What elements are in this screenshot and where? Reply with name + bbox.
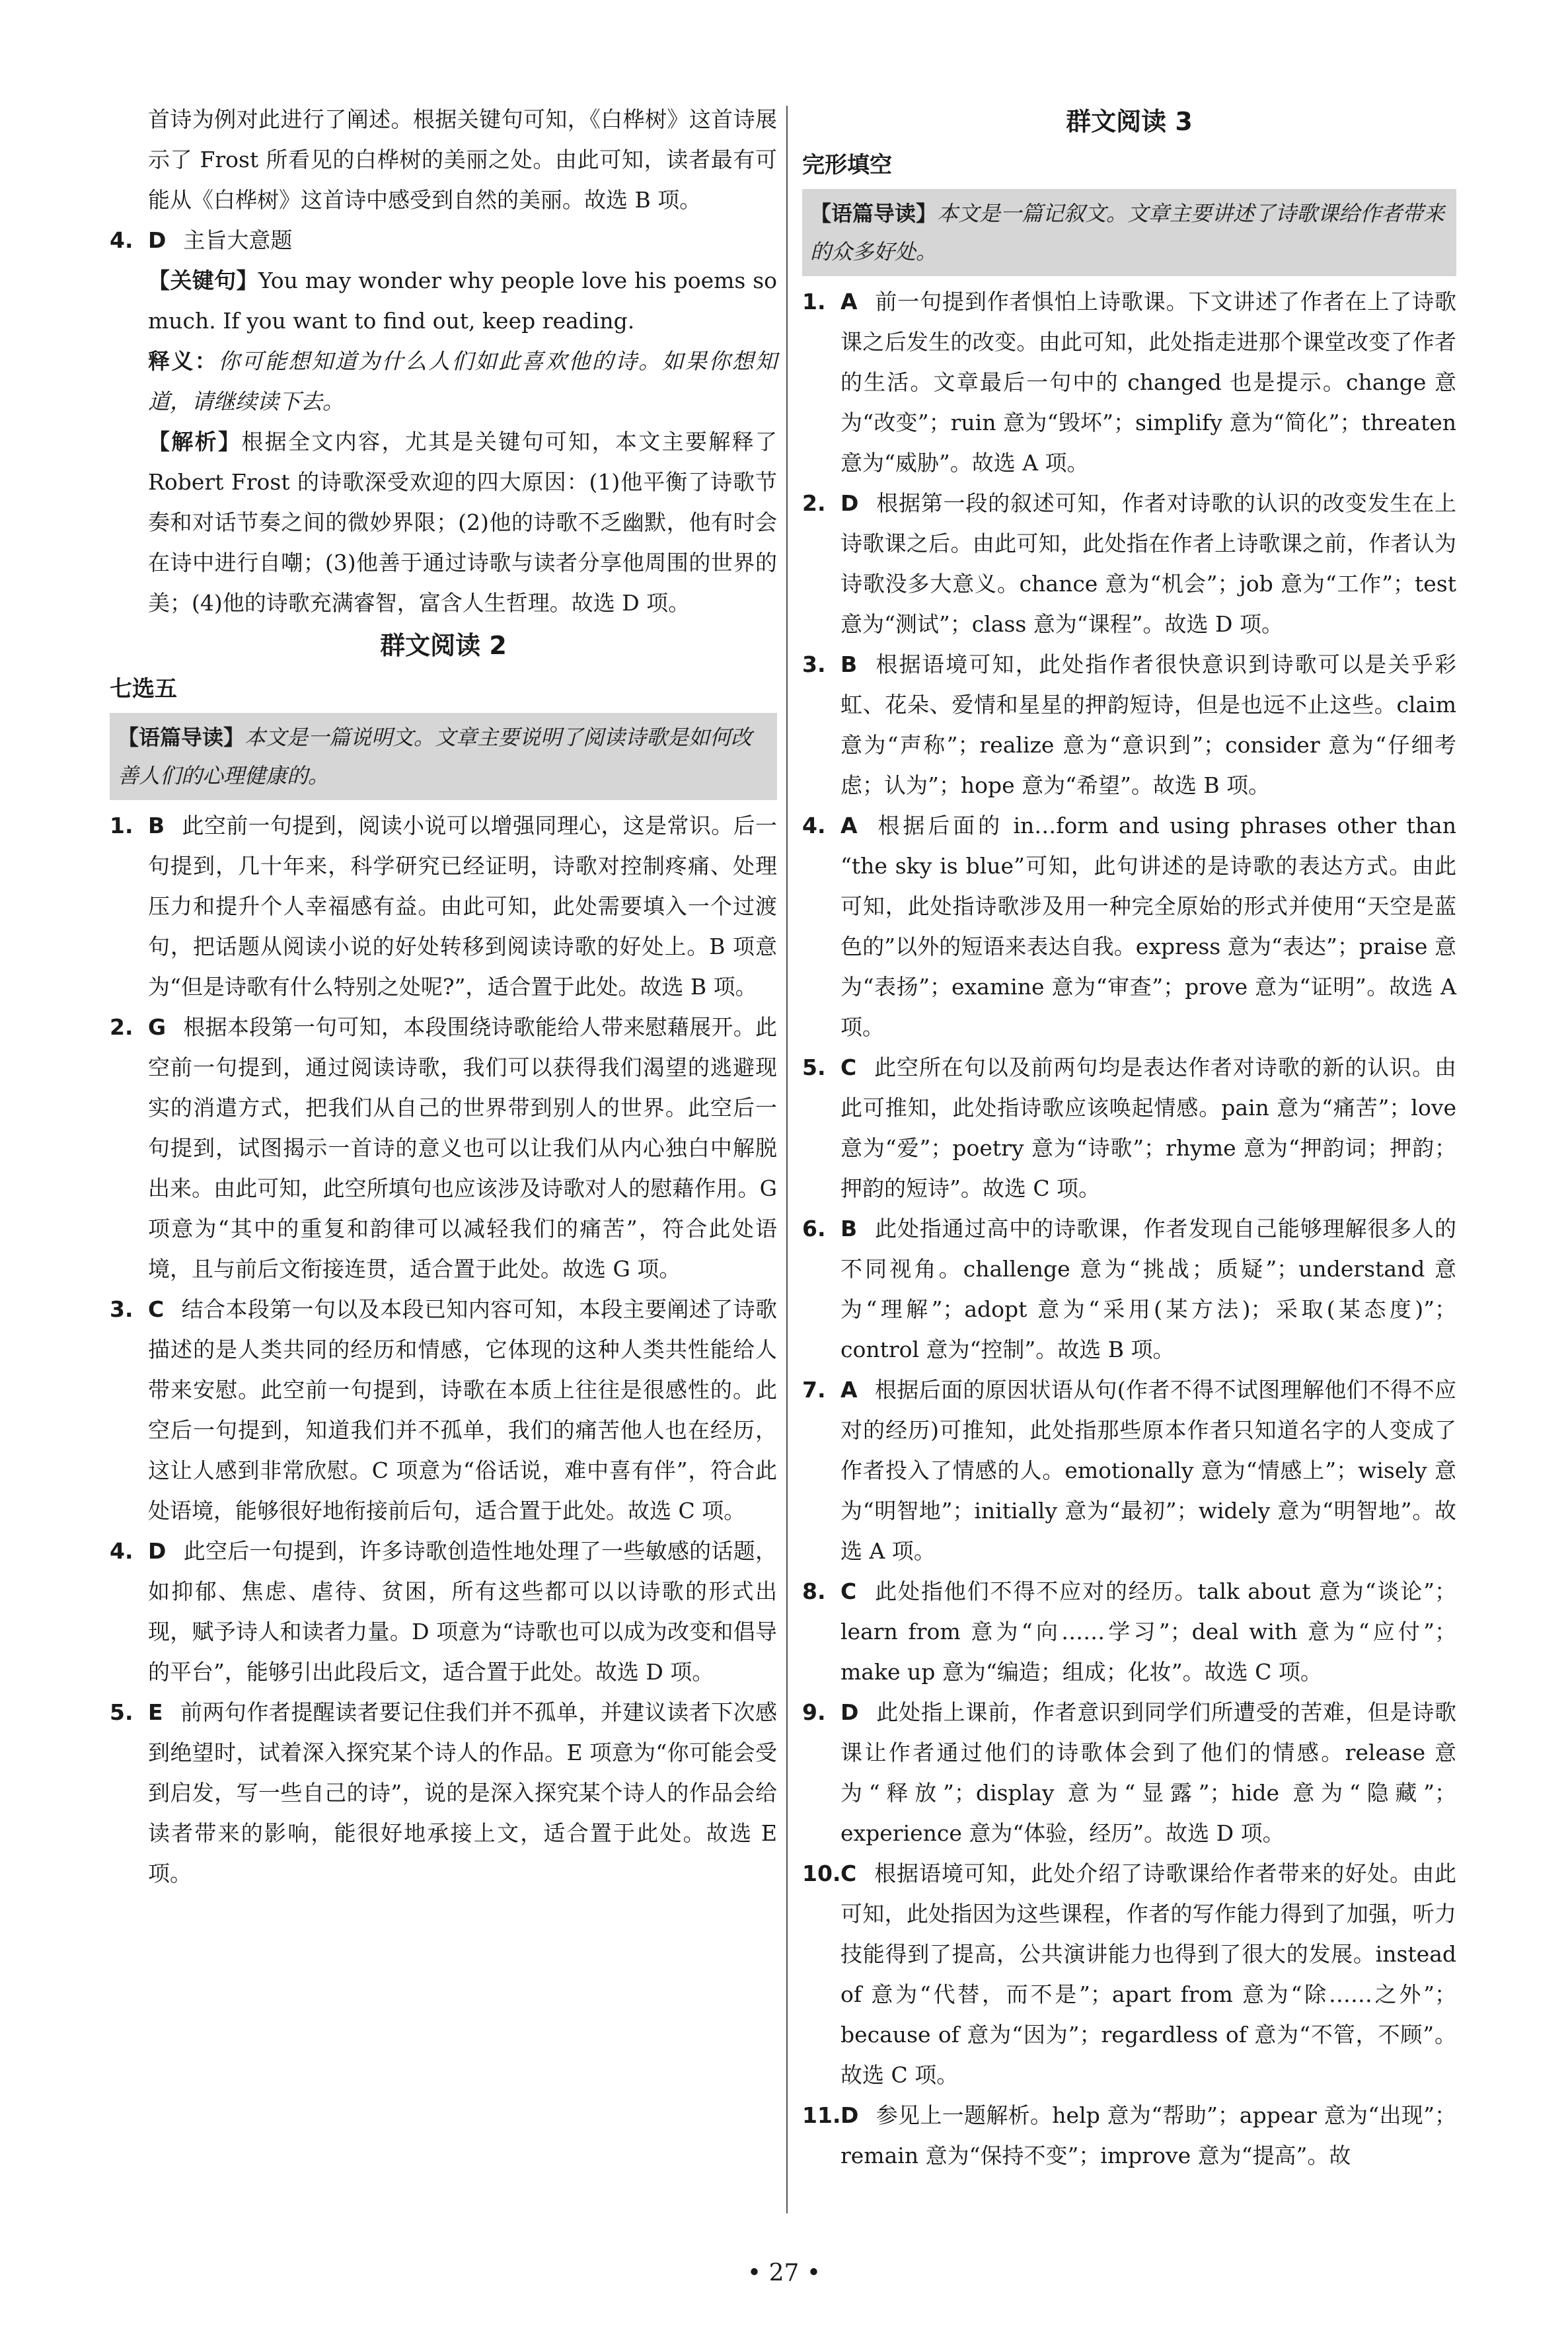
answer-item	[802, 1370, 1456, 1571]
item-number: 6.	[802, 1216, 826, 1241]
answer-item	[110, 1007, 777, 1289]
item-explanation: 此空后一句提到，许多诗歌创造性地处理了一些敏感的话题，如抑郁、焦虑、虐待、贫困，所有这些都可以以诗歌的形式出现，赋予诗人和读者力量。D 项意为“诗歌也可以成为改变和倡导的平台”，能够引出此段后文，适合置于此处。故选 D 项。	[148, 1538, 777, 1685]
guide-label: 【语篇导读】	[810, 201, 938, 226]
item-explanation: 此空前一句提到，阅读小说可以增强同理心，这是常识。后一句提到，几十年来，科学研究已经证明，诗歌对控制疼痛、处理压力和提升个人幸福感有益。由此可知，此处需要填入一个过渡句，把话题从阅读小说的好处转移到阅读诗歌的好处上。B 项意为“但是诗歌有什么特别之处呢?”，适合置于此处。故选 B 项。	[148, 813, 777, 1000]
key-sentence	[110, 260, 777, 341]
item-number: 2.	[802, 490, 826, 516]
answer-item	[110, 1692, 777, 1894]
answer-item	[802, 483, 1456, 644]
item-number: 7.	[802, 1377, 826, 1403]
page-number: • 27 •	[747, 2260, 821, 2287]
item-answer: C	[840, 1578, 857, 1604]
item-answer: A	[840, 813, 858, 838]
passage-guide	[802, 189, 1456, 276]
item-answer: A	[840, 289, 858, 314]
item-number: 1.	[802, 289, 826, 314]
item-number: 11.	[802, 2102, 841, 2128]
answer-item	[110, 220, 777, 260]
continued-answer-text: 首诗为例对此进行了阐述。根据关键句可知，《白桦树》这首诗展示了 Frost 所看见的白桦树的美丽之处。由此可知，读者最有可能从《白桦树》这首诗中感受到自然的美丽。故选 B 项。	[148, 106, 777, 213]
sub-title: 七选五	[110, 676, 177, 702]
key-sentence-text: You may wonder why people love his poems so much. If you want to find out, keep reading.	[148, 268, 777, 334]
answer-item	[110, 1289, 777, 1531]
analysis-label: 【解析】	[148, 429, 242, 455]
item-number: 5.	[110, 1699, 133, 1725]
item-explanation: 参见上一题解析。help 意为“帮助”；appear 意为“出现”；remain 意为“保持不变”；improve 意为“提高”。故	[840, 2102, 1456, 2168]
item-number: 4.	[802, 813, 826, 838]
item-answer: E	[148, 1699, 163, 1725]
left-column	[110, 99, 777, 1894]
item-explanation: 此空所在句以及前两句均是表达作者对诗歌的新的认识。由此可推知，此处指诗歌应该唤起情感。pain 意为“痛苦”；love 意为“爱”；poetry 意为“诗歌”；rhyme 意为“押韵词；押韵；押韵的短诗”。故选 C 项。	[840, 1054, 1456, 1201]
item-number: 4.	[110, 1538, 133, 1564]
item-explanation: 此处指上课前，作者意识到同学们所遭受的苦难，但是诗歌课让作者通过他们的诗歌体会到了他们的情感。release 意为“释放”；display 意为“显露”；hide 意为“隐藏”；experience 意为“体验，经历”。故选 D 项。	[840, 1699, 1456, 1846]
passage-guide	[110, 713, 777, 800]
item-answer: A	[840, 1377, 858, 1403]
item-number: 3.	[802, 651, 826, 677]
key-sentence-label: 【关键句】	[148, 268, 258, 293]
answer-item	[110, 805, 777, 1007]
translation-text: 你可能想知道为什么人们如此喜欢他的诗。如果你想知道，请继续读下去。	[148, 348, 778, 414]
guide-text: 本文是一篇说明文。文章主要说明了阅读诗歌是如何改善人们的心理健康的。	[118, 725, 753, 788]
item-number: 5.	[802, 1054, 826, 1080]
answer-item	[802, 805, 1456, 1047]
item-explanation: 此处指通过高中的诗歌课，作者发现自己能够理解很多人的不同视角。challenge 意为“挑战；质疑”；understand 意为“理解”；adopt 意为“采用(某方法)；采取(某态度)”；control 意为“控制”。故选 B 项。	[840, 1216, 1456, 1362]
sub-title: 完形填空	[802, 152, 892, 178]
answer-item	[802, 644, 1456, 805]
item-explanation: 根据本段第一句可知，本段围绕诗歌能给人带来慰藉展开。此空前一句提到，通过阅读诗歌，我们可以获得我们渴望的逃避现实的消遣方式，把我们从自己的世界带到别人的世界。此空后一句提到，试图揭示一首诗的意义也可以让我们从内心独白中解脱出来。由此可知，此空所填句也应该涉及诗歌对人的慰藉作用。G 项意为“其中的重复和韵律可以减轻我们的痛苦”，符合此处语境，且与前后文衔接连贯，适合置于此处。故选 G 项。	[148, 1014, 777, 1282]
item-explanation: 根据后面的 in…form and using phrases other than “the sky is blue”可知，此句讲述的是诗歌的表达方式。由此可知，此处指诗歌涉及用一种完全原始的形式并使用“天空是蓝色的”以外的短语来表达自我。express 意为“表达”；praise 意为“表扬”；examine 意为“审查”；prove 意为“证明”。故选 A 项。	[840, 813, 1456, 1040]
item-explanation: 根据语境可知，此处指作者很快意识到诗歌可以是关乎彩虹、花朵、爱情和星星的押韵短诗，但是也远不止这些。claim 意为“声称”；realize 意为“意识到”；consider 意为“仔细考虑；认为”；hope 意为“希望”。故选 B 项。	[840, 651, 1456, 798]
question-type: 主旨大意题	[183, 227, 293, 253]
section-title: 群文阅读 2	[380, 631, 507, 660]
answer-item	[802, 1853, 1456, 2095]
answer-item	[802, 1571, 1456, 1692]
answer-item	[802, 2095, 1456, 2176]
item-answer: C	[148, 1296, 165, 1322]
analysis	[110, 422, 777, 623]
item-explanation: 结合本段第一句以及本段已知内容可知，本段主要阐述了诗歌描述的是人类共同的经历和情感，它体现的这种人类共性能给人带来安慰。此空前一句提到，诗歌在本质上往往是很感性的。此空后一句提到，知道我们并不孤单，我们的痛苦他人也在经历，这让人感到非常欣慰。C 项意为“俗话说，难中喜有伴”，符合此处语境，能够很好地衔接前后句，适合置于此处。故选 C 项。	[148, 1296, 777, 1524]
item-explanation: 根据第一段的叙述可知，作者对诗歌的认识的改变发生在上诗歌课之后。由此可知，此处指在作者上诗歌课之前，作者认为诗歌没多大意义。chance 意为“机会”；job 意为“工作”；test 意为“测试”；class 意为“课程”。故选 D 项。	[840, 490, 1456, 637]
item-answer: D	[840, 490, 859, 516]
item-number: 10.	[802, 1861, 841, 1886]
item-answer: B	[840, 651, 858, 677]
item-number: 3.	[110, 1296, 133, 1322]
item-answer: D	[148, 227, 167, 253]
item-answer: B	[148, 813, 165, 838]
item-explanation: 根据后面的原因状语从句(作者不得不试图理解他们不得不应对的经历)可推知，此处指那些原本作者只知道名字的人变成了作者投入了情感的人。emotionally 意为“情感上”；wisely 意为“明智地”；initially 意为“最初”；widely 意为“明智地”。故选 A 项。	[840, 1377, 1457, 1564]
item-explanation: 前两句作者提醒读者要记住我们并不孤单，并建议读者下次感到绝望时，试着深入探究某个诗人的作品。E 项意为“你可能会受到启发，写一些自己的诗”，说的是深入探究某个诗人的作品会给读者带来的影响，能很好地承接上文，适合置于此处。故选 E 项。	[148, 1699, 777, 1886]
answer-item	[802, 1208, 1456, 1370]
column-divider	[786, 106, 788, 2213]
item-answer: D	[148, 1538, 167, 1564]
translation	[110, 341, 777, 422]
item-answer: C	[840, 1861, 857, 1886]
answer-item	[110, 1531, 777, 1692]
answer-item	[802, 1692, 1456, 1853]
item-answer: C	[840, 1054, 857, 1080]
guide-label: 【语篇导读】	[118, 725, 245, 750]
right-column	[802, 99, 1456, 2176]
item-number: 9.	[802, 1699, 826, 1725]
item-explanation: 前一句提到作者惧怕上诗歌课。下文讲述了作者在上了诗歌课之后发生的改变。由此可知，此处指走进那个课堂改变了作者的生活。文章最后一句中的 changed 也是提示。change 意为“改变”；ruin 意为“毁坏”；simplify 意为“简化”；threaten 意为“威胁”。故选 A 项。	[840, 289, 1456, 476]
item-answer: D	[840, 2102, 859, 2128]
item-number: 8.	[802, 1578, 826, 1604]
item-answer: G	[148, 1014, 167, 1040]
answer-item	[802, 281, 1456, 483]
section-title: 群文阅读 3	[1066, 107, 1193, 136]
item-number: 4.	[110, 227, 133, 253]
item-answer: B	[840, 1216, 858, 1241]
answer-item	[802, 1047, 1456, 1208]
item-number: 1.	[110, 813, 133, 838]
item-explanation: 此处指他们不得不应对的经历。talk about 意为“谈论”；learn from 意为“向……学习”；deal with 意为“应付”；make up 意为“编造；组成；化妆”。故选 C 项。	[840, 1578, 1456, 1685]
item-answer: D	[840, 1699, 859, 1725]
analysis-text: 根据全文内容，尤其是关键句可知，本文主要解释了 Robert Frost 的诗歌深受欢迎的四大原因：(1)他平衡了诗歌节奏和对话节奏之间的微妙界限；(2)他的诗歌不乏幽默，他有时会在诗中进行自嘲；(3)他善于通过诗歌与读者分享他周围的世界的美；(4)他的诗歌充满睿智，富含人生哲理。故选 D 项。	[148, 429, 778, 616]
translation-label: 释义：	[148, 348, 219, 374]
item-explanation: 根据语境可知，此处介绍了诗歌课给作者带来的好处。由此可知，此处指因为这些课程，作者的写作能力得到了加强，听力技能得到了提高，公共演讲能力也得到了很大的发展。instead of 意为“代替，而不是”；apart from 意为“除……之外”；because of 意为“因为”；regardless of 意为“不管，不顾”。故选 C 项。	[840, 1861, 1456, 2088]
guide-text: 本文是一篇记叙文。文章主要讲述了诗歌课给作者带来的众多好处。	[810, 201, 1445, 264]
item-number: 2.	[110, 1014, 133, 1040]
